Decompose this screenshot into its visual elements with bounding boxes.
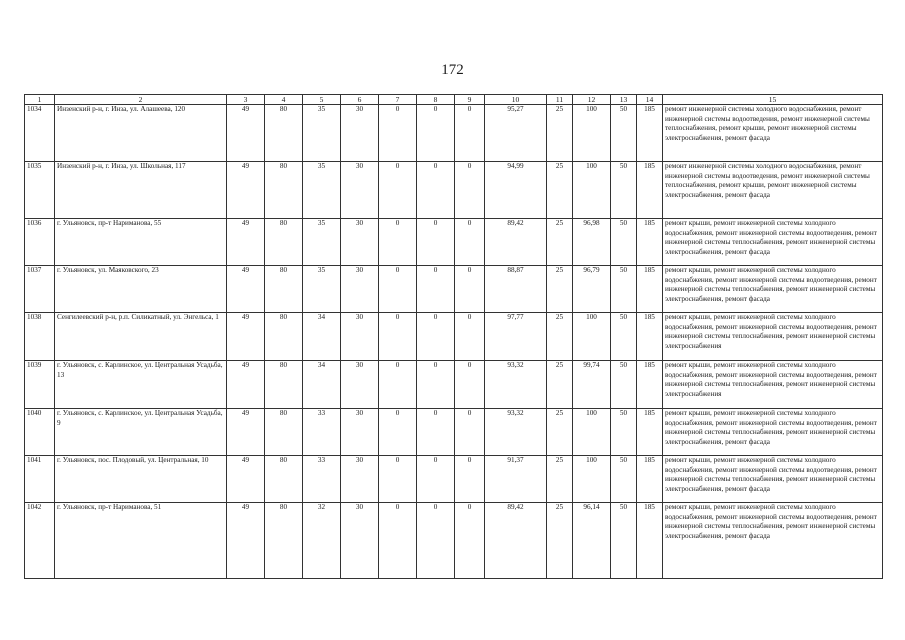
address: г. Ульяновск, ул. Маяковского, 23 — [55, 266, 227, 313]
col-7-value: 0 — [379, 313, 417, 361]
col-14-value: 185 — [637, 313, 663, 361]
col-8-value: 0 — [417, 266, 455, 313]
col-12-value: 100 — [573, 313, 611, 361]
col-13-value: 50 — [611, 219, 637, 266]
column-header: 4 — [265, 95, 303, 105]
column-header: 1 — [25, 95, 55, 105]
table-row — [25, 313, 883, 361]
col-14-value: 185 — [637, 219, 663, 266]
repair-works: ремонт крыши, ремонт инженерной системы холодного водоснабжения, ремонт инженерной системы водоотведения, ремонт инженерной системы теплоснабжения, ремонт инженерной системы электроснабжения, ремонт фасада — [663, 409, 883, 456]
col-12-value: 99,74 — [573, 361, 611, 409]
col-12-value: 100 — [573, 162, 611, 219]
col-12-value: 100 — [573, 409, 611, 456]
col-11-value: 25 — [547, 503, 573, 579]
col-6-value: 30 — [341, 313, 379, 361]
col-8-value: 0 — [417, 361, 455, 409]
col-13-value: 50 — [611, 162, 637, 219]
row-index: 1034 — [25, 105, 55, 162]
col-6-value: 30 — [341, 361, 379, 409]
col-12-value: 100 — [573, 456, 611, 503]
col-6-value: 30 — [341, 219, 379, 266]
col-4-value: 80 — [265, 361, 303, 409]
address: г. Ульяновск, пр-т Нариманова, 55 — [55, 219, 227, 266]
col-8-value: 0 — [417, 503, 455, 579]
address: г. Ульяновск, с. Карлинское, ул. Центральная Усадьба, 13 — [55, 361, 227, 409]
column-header: 11 — [547, 95, 573, 105]
repair-works: ремонт инженерной системы холодного водоснабжения, ремонт инженерной системы водоотведения, ремонт инженерной системы теплоснабжения, ремонт крыши, ремонт инженерной системы электроснабжения, ремонт фасада — [663, 105, 883, 162]
col-6-value: 30 — [341, 456, 379, 503]
col-7-value: 0 — [379, 219, 417, 266]
col-5-value: 32 — [303, 503, 341, 579]
col-5-value: 35 — [303, 266, 341, 313]
col-9-value: 0 — [455, 361, 485, 409]
col-6-value: 30 — [341, 105, 379, 162]
col-5-value: 35 — [303, 105, 341, 162]
col-9-value: 0 — [455, 313, 485, 361]
col-11-value: 25 — [547, 409, 573, 456]
table-row — [25, 105, 883, 162]
col-11-value: 25 — [547, 105, 573, 162]
column-header: 5 — [303, 95, 341, 105]
col-14-value: 185 — [637, 409, 663, 456]
col-10-value: 95,27 — [485, 105, 547, 162]
col-5-value: 35 — [303, 219, 341, 266]
col-10-value: 97,77 — [485, 313, 547, 361]
col-3-value: 49 — [227, 456, 265, 503]
col-4-value: 80 — [265, 219, 303, 266]
col-8-value: 0 — [417, 456, 455, 503]
col-3-value: 49 — [227, 503, 265, 579]
repair-works: ремонт крыши, ремонт инженерной системы холодного водоснабжения, ремонт инженерной системы водоотведения, ремонт инженерной системы теплоснабжения, ремонт инженерной системы электроснабжения, ремонт фасада — [663, 219, 883, 266]
col-8-value: 0 — [417, 162, 455, 219]
col-3-value: 49 — [227, 409, 265, 456]
row-index: 1042 — [25, 503, 55, 579]
col-12-value: 100 — [573, 105, 611, 162]
col-11-value: 25 — [547, 266, 573, 313]
col-5-value: 35 — [303, 162, 341, 219]
col-4-value: 80 — [265, 456, 303, 503]
col-6-value: 30 — [341, 409, 379, 456]
col-9-value: 0 — [455, 409, 485, 456]
col-12-value: 96,79 — [573, 266, 611, 313]
col-5-value: 34 — [303, 361, 341, 409]
col-7-value: 0 — [379, 361, 417, 409]
column-header: 3 — [227, 95, 265, 105]
col-10-value: 93,32 — [485, 409, 547, 456]
row-index: 1039 — [25, 361, 55, 409]
column-header: 14 — [637, 95, 663, 105]
col-10-value: 89,42 — [485, 219, 547, 266]
address: Инзенский р-н, г. Инза, ул. Школьная, 117 — [55, 162, 227, 219]
repair-works: ремонт крыши, ремонт инженерной системы холодного водоснабжения, ремонт инженерной системы водоотведения, ремонт инженерной системы теплоснабжения, ремонт инженерной системы электроснабжения — [663, 361, 883, 409]
col-10-value: 88,87 — [485, 266, 547, 313]
row-index: 1041 — [25, 456, 55, 503]
col-13-value: 50 — [611, 266, 637, 313]
column-number-row — [25, 95, 883, 105]
column-header: 6 — [341, 95, 379, 105]
col-6-value: 30 — [341, 162, 379, 219]
col-4-value: 80 — [265, 503, 303, 579]
housing-repair-table — [24, 94, 883, 579]
column-header: 7 — [379, 95, 417, 105]
col-9-value: 0 — [455, 503, 485, 579]
table-row — [25, 162, 883, 219]
col-9-value: 0 — [455, 219, 485, 266]
col-11-value: 25 — [547, 456, 573, 503]
col-4-value: 80 — [265, 105, 303, 162]
column-header: 9 — [455, 95, 485, 105]
address: г. Ульяновск, с. Карлинское, ул. Центральная Усадьба, 9 — [55, 409, 227, 456]
address: Сенгилеевский р-н, р.п. Силикатный, ул. Энгельса, 1 — [55, 313, 227, 361]
col-13-value: 50 — [611, 503, 637, 579]
col-13-value: 50 — [611, 313, 637, 361]
col-11-value: 25 — [547, 361, 573, 409]
row-index: 1037 — [25, 266, 55, 313]
col-8-value: 0 — [417, 105, 455, 162]
repair-works: ремонт крыши, ремонт инженерной системы холодного водоснабжения, ремонт инженерной системы водоотведения, ремонт инженерной системы теплоснабжения, ремонт инженерной системы электроснабжения, ремонт фасада — [663, 266, 883, 313]
col-10-value: 94,99 — [485, 162, 547, 219]
col-14-value: 185 — [637, 456, 663, 503]
column-header: 10 — [485, 95, 547, 105]
col-4-value: 80 — [265, 162, 303, 219]
column-header: 12 — [573, 95, 611, 105]
row-index: 1036 — [25, 219, 55, 266]
address: г. Ульяновск, пос. Плодовый, ул. Центральная, 10 — [55, 456, 227, 503]
repair-works: ремонт инженерной системы холодного водоснабжения, ремонт инженерной системы водоотведения, ремонт инженерной системы теплоснабжения, ремонт крыши, ремонт инженерной системы электроснабжения, ремонт фасада — [663, 162, 883, 219]
col-8-value: 0 — [417, 409, 455, 456]
col-4-value: 80 — [265, 266, 303, 313]
col-8-value: 0 — [417, 219, 455, 266]
col-9-value: 0 — [455, 266, 485, 313]
column-header: 8 — [417, 95, 455, 105]
col-14-value: 185 — [637, 266, 663, 313]
repair-works: ремонт крыши, ремонт инженерной системы холодного водоснабжения, ремонт инженерной системы водоотведения, ремонт инженерной системы теплоснабжения, ремонт инженерной системы электроснабжения — [663, 313, 883, 361]
col-14-value: 185 — [637, 162, 663, 219]
col-6-value: 30 — [341, 503, 379, 579]
col-3-value: 49 — [227, 313, 265, 361]
col-11-value: 25 — [547, 162, 573, 219]
col-9-value: 0 — [455, 105, 485, 162]
table-row — [25, 219, 883, 266]
col-9-value: 0 — [455, 162, 485, 219]
col-5-value: 33 — [303, 456, 341, 503]
col-14-value: 185 — [637, 105, 663, 162]
col-13-value: 50 — [611, 105, 637, 162]
row-index: 1038 — [25, 313, 55, 361]
col-10-value: 89,42 — [485, 503, 547, 579]
col-9-value: 0 — [455, 456, 485, 503]
table-row — [25, 409, 883, 456]
row-index: 1035 — [25, 162, 55, 219]
col-7-value: 0 — [379, 456, 417, 503]
table-body — [25, 105, 883, 579]
col-12-value: 96,14 — [573, 503, 611, 579]
col-14-value: 185 — [637, 361, 663, 409]
repair-works: ремонт крыши, ремонт инженерной системы холодного водоснабжения, ремонт инженерной системы водоотведения, ремонт инженерной системы теплоснабжения, ремонт инженерной системы электроснабжения, ремонт фасада — [663, 456, 883, 503]
col-10-value: 91,37 — [485, 456, 547, 503]
col-5-value: 34 — [303, 313, 341, 361]
col-14-value: 185 — [637, 503, 663, 579]
col-7-value: 0 — [379, 409, 417, 456]
col-8-value: 0 — [417, 313, 455, 361]
col-10-value: 93,32 — [485, 361, 547, 409]
table-row — [25, 503, 883, 579]
col-13-value: 50 — [611, 361, 637, 409]
table-row — [25, 361, 883, 409]
col-12-value: 96,98 — [573, 219, 611, 266]
address: г. Ульяновск, пр-т Нариманова, 51 — [55, 503, 227, 579]
col-6-value: 30 — [341, 266, 379, 313]
table-row — [25, 266, 883, 313]
col-3-value: 49 — [227, 266, 265, 313]
repair-works: ремонт крыши, ремонт инженерной системы холодного водоснабжения, ремонт инженерной системы водоотведения, ремонт инженерной системы теплоснабжения, ремонт инженерной системы электроснабжения, ремонт фасада — [663, 503, 883, 579]
col-11-value: 25 — [547, 313, 573, 361]
column-header: 2 — [55, 95, 227, 105]
address: Инзенский р-н, г. Инза, ул. Алашеева, 120 — [55, 105, 227, 162]
col-7-value: 0 — [379, 105, 417, 162]
column-header: 15 — [663, 95, 883, 105]
col-4-value: 80 — [265, 409, 303, 456]
col-13-value: 50 — [611, 409, 637, 456]
col-13-value: 50 — [611, 456, 637, 503]
col-3-value: 49 — [227, 105, 265, 162]
col-7-value: 0 — [379, 162, 417, 219]
table-row — [25, 456, 883, 503]
col-3-value: 49 — [227, 361, 265, 409]
col-7-value: 0 — [379, 266, 417, 313]
column-header: 13 — [611, 95, 637, 105]
page-number: 172 — [441, 62, 464, 78]
col-11-value: 25 — [547, 219, 573, 266]
col-5-value: 33 — [303, 409, 341, 456]
row-index: 1040 — [25, 409, 55, 456]
col-3-value: 49 — [227, 162, 265, 219]
col-7-value: 0 — [379, 503, 417, 579]
col-3-value: 49 — [227, 219, 265, 266]
col-4-value: 80 — [265, 313, 303, 361]
